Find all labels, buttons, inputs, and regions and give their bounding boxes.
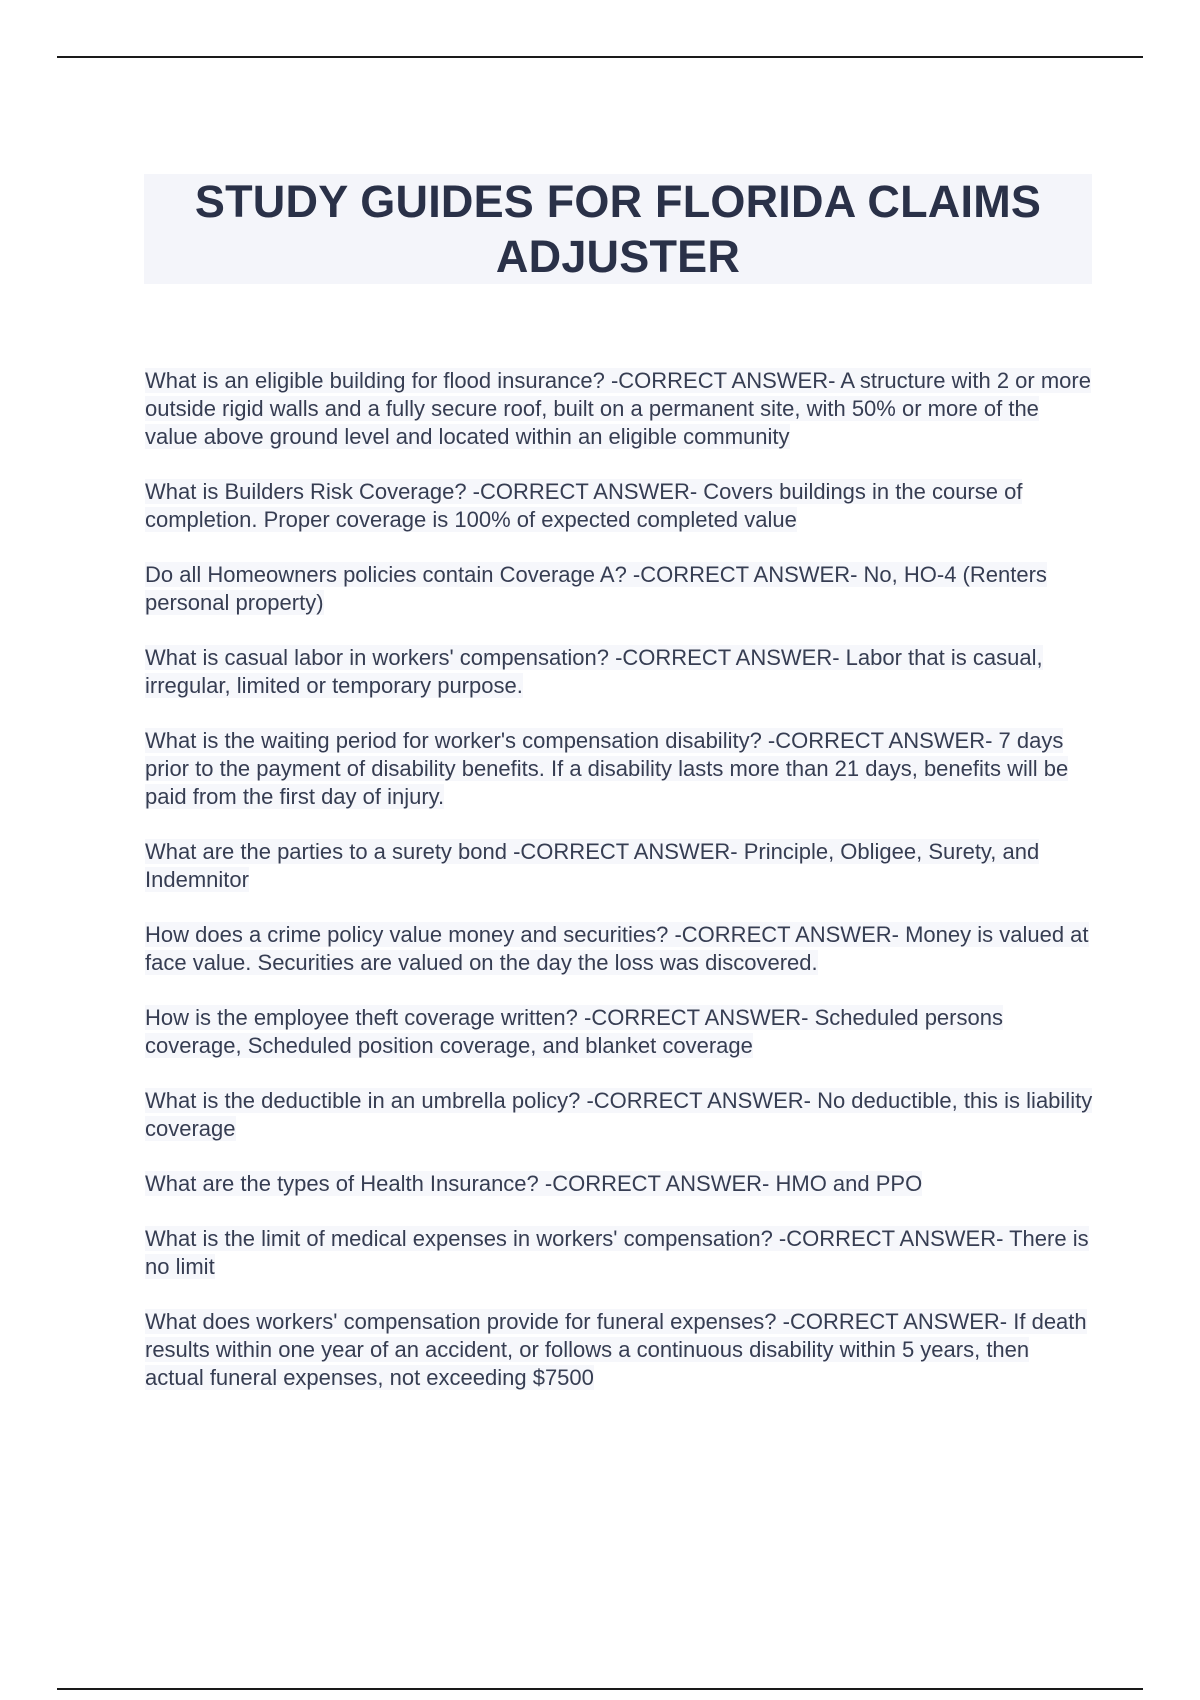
qa-item — [145, 1004, 1093, 1060]
qa-item-text: What are the types of Health Insurance? -CORRECT ANSWER- HMO and PPO — [145, 1171, 923, 1196]
qa-item-text: How is the employee theft coverage written? -CORRECT ANSWER- Scheduled persons coverage, Scheduled position coverage, and blanket coverage — [145, 1005, 1003, 1058]
qa-item — [145, 1308, 1093, 1392]
title-banner — [144, 174, 1092, 284]
qa-item — [145, 838, 1093, 894]
qa-item — [145, 644, 1093, 700]
qa-item — [145, 1170, 1093, 1198]
qa-item-text: How does a crime policy value money and securities? -CORRECT ANSWER- Money is valued at face value. Securities are valued on the day the loss was discovered. — [145, 922, 1089, 975]
qa-item — [145, 1225, 1093, 1281]
qa-item — [145, 1087, 1093, 1143]
qa-item — [145, 921, 1093, 977]
page-title: STUDY GUIDES FOR FLORIDA CLAIMS ADJUSTER — [194, 176, 1042, 282]
qa-item-text: What are the parties to a surety bond -CORRECT ANSWER- Principle, Obligee, Surety, and Indemnitor — [145, 839, 1040, 892]
qa-item-text: What is the limit of medical expenses in workers' compensation? -CORRECT ANSWER- There is no limit — [145, 1226, 1089, 1279]
qa-item-text: What is the waiting period for worker's compensation disability? -CORRECT ANSWER- 7 days prior to the payment of disability benefits. If a disability lasts more than 21 days, benefits will be paid from the first day of injury. — [145, 728, 1069, 809]
qa-item-text: What is Builders Risk Coverage? -CORRECT ANSWER- Covers buildings in the course of completion. Proper coverage is 100% of expected completed value — [145, 479, 1023, 532]
qa-item-text: What is an eligible building for flood insurance? -CORRECT ANSWER- A structure with 2 or more outside rigid walls and a fully secure roof, built on a permanent site, with 50% or more of the value above ground level and located within an eligible community — [145, 368, 1091, 449]
qa-item-text: Do all Homeowners policies contain Coverage A? -CORRECT ANSWER- No, HO-4 (Renters personal property) — [145, 562, 1047, 615]
qa-item — [145, 561, 1093, 617]
qa-list — [145, 367, 1093, 1419]
top-rule — [57, 56, 1143, 58]
qa-item — [145, 727, 1093, 811]
qa-item — [145, 478, 1093, 534]
qa-item-text: What does workers' compensation provide for funeral expenses? -CORRECT ANSWER- If death results within one year of an accident, or follows a continuous disability within 5 years, then actual funeral expenses, not exceeding $7500 — [145, 1309, 1087, 1390]
bottom-rule — [57, 1688, 1143, 1690]
qa-item-text: What is casual labor in workers' compensation? -CORRECT ANSWER- Labor that is casual, irregular, limited or temporary purpose. — [145, 645, 1043, 698]
qa-item-text: What is the deductible in an umbrella policy? -CORRECT ANSWER- No deductible, this is liability coverage — [145, 1088, 1093, 1141]
qa-item — [145, 367, 1093, 451]
